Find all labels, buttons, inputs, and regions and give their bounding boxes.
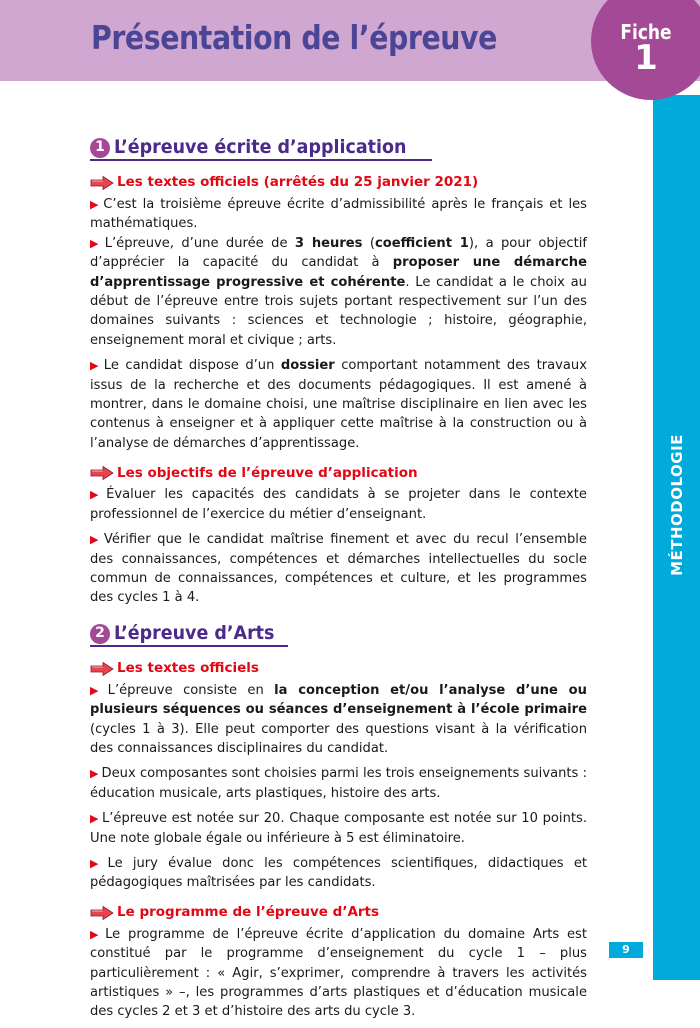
section-title-text: L’épreuve écrite d’application [114,136,407,159]
bullet-paragraph [90,234,587,350]
text-run: Le candidat dispose d’un [103,358,281,374]
bullet-paragraph [90,530,587,608]
subsection-heading-text: Le programme de l’épreuve d’Arts [117,904,380,921]
bullet-paragraph [90,809,587,848]
bold-text: dossier [280,358,335,374]
subsection-heading [90,659,587,679]
section-title [90,138,432,161]
arrow-right-icon [90,466,114,480]
bullet-paragraph [90,854,587,893]
text-run: Vérifier que le candidat maîtrise finement et avec du recul l’ensemble des connaissances, compétences et démarches intellectuelles du socle commun de connaissances, compétences et culture, et les programmes des cycles 1 à 4. [90,532,587,606]
bold-text: 3 heures [294,235,363,251]
arrow-right-icon [90,662,114,676]
fiche-badge [591,0,700,100]
bullet-paragraph [90,356,587,453]
bullet-paragraph [90,195,587,234]
subsection-heading [90,903,587,923]
subsection-heading-text: Les textes officiels (arrêtés du 25 janvier 2021) [117,174,479,191]
text-run: comportant notamment des travaux issus de la recherche et des documents pédagogiques. Il est amené à montrer, dans le domaine choisi, une maîtrise disciplinaire en lien avec les contenus à enseigner et à appliquer cette maîtrise à la construction ou à l’analyse de démarches d’apprentissage. [90,358,587,451]
bullet-triangle-icon: ▶ [90,856,105,870]
fiche-label: Fiche [620,20,672,44]
subsection-heading-text: Les textes officiels [117,660,259,677]
section-title [90,624,288,647]
subsection-heading-text: Les objectifs de l’épreuve d’application [117,464,418,481]
bullet-triangle-icon: ▶ [90,812,99,826]
bullet-triangle-icon: ▶ [90,198,101,211]
text-run: Deux composantes sont choisies parmi les trois enseignements suivants : éducation musicale, arts plastiques, histoire des arts. [90,766,587,801]
text-run: L’épreuve consiste en [107,682,275,698]
bullet-triangle-icon: ▶ [90,488,104,502]
bold-text: la conception et/ou l’analyse d’une ou plusieurs séquences ou séances d’enseignement à l’école primaire [90,682,587,718]
text-run: C’est la troisième épreuve écrite d’admissibilité après le français et les mathématiques. [90,197,587,232]
bullet-paragraph [90,764,587,803]
section-number-badge: 1 [90,138,110,158]
bullet-triangle-icon: ▶ [90,767,99,781]
sidebar-label-text: MÉTHODOLOGIE [667,434,686,576]
text-run: Le jury évalue donc les compétences scientifiques, didactiques et pédagogiques maîtrisées par les candidats. [90,855,588,891]
text-run: Évaluer les capacités des candidats à se projeter dans le contexte professionnel de l’exercice du métier d’enseignant. [90,487,587,522]
bullet-triangle-icon: ▶ [90,533,101,547]
sidebar-label [653,420,700,590]
subsection-heading [90,173,587,193]
text-run: ( [362,235,376,251]
text-run: L’épreuve, d’une durée de [104,235,295,251]
bullet-triangle-icon: ▶ [90,683,105,697]
bullet-triangle-icon: ▶ [90,927,103,941]
bold-text: proposer une démarche d’apprentissage progressive et cohérente [90,255,588,290]
text-run: (cycles 1 à 3). Elle peut comporter des questions visant à la vérification des connaissances disciplinaires du candidat. [90,721,587,756]
subsection-heading [90,463,587,483]
bullet-triangle-icon: ▶ [90,236,102,250]
text-run: . Le candidat a le choix au début de l’épreuve entre trois sujets portant respectivement sur l’un des domaines suivants : sciences et technologie ; histoire, géographie, enseignement moral et civique ; arts. [90,274,587,348]
bullet-paragraph [90,925,587,1022]
bold-text: coefficient 1 [375,235,469,251]
page-content [90,138,587,1028]
page-number: 9 [609,942,643,958]
section-title-text: L’épreuve d’Arts [114,622,275,645]
page-title: Présentation de l’épreuve [91,18,497,57]
bullet-paragraph [90,485,587,524]
bullet-triangle-icon: ▶ [90,359,101,373]
bullet-paragraph [90,681,587,759]
text-run: L’épreuve est notée sur 20. Chaque composante est notée sur 10 points. Une note globale égale ou inférieure à 5 est éliminatoire. [90,811,587,846]
text-run: ), a pour objectif d’apprécier la capacité du candidat à [90,235,588,271]
arrow-right-icon [90,906,114,920]
section-number-badge: 2 [90,624,110,644]
arrow-right-icon [90,176,114,190]
fiche-number: 1 [634,38,658,78]
text-run: Le programme de l’épreuve écrite d’application du domaine Arts est constitué par le programme d’enseignement du cycle 1 – plus particulièrement : « Agir, s’exprimer, comprendre à travers les activités artistiques » –, les programmes d’arts plastiques et d’éducation musicale des cycles 2 et 3 et d’histoire des arts du cycle 3. [90,926,587,1020]
